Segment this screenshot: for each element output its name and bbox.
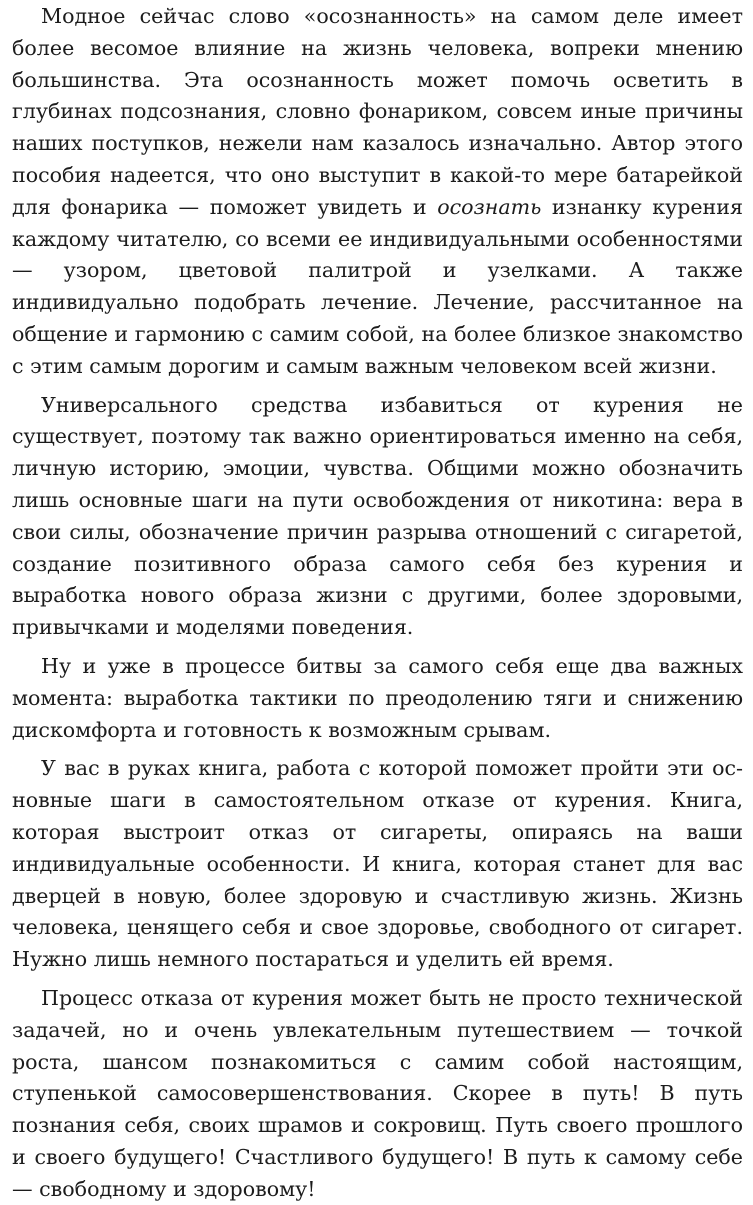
paragraph-no-universal-remedy: Универсального средства избавиться от курения не существует, поэтому так важно ориентироваться именно на себя, личную историю, эмоции, чувства. Общими можно обозначить лишь основные шаги на пути освобождения от никотина: вера в свои силы, обозначение причин разрыва отношений с сигаретой, создание позитивного образа самого себя без курения и выработка нового образа жизни с другими, более здоровыми, привычками и моделями поведения.	[12, 392, 743, 640]
paragraph-awareness-text-end: изнанку курения каждому читателю, со всеми ее индивидуальными особенностями — узором, цветовой палитрой и узелками. А также индивидуально подобрать лечение. Лечение, рассчитанное на общение и гармонию с самим собой, на более близкое знакомство с этим самым дорогим и самым важным человеком всей жизни.	[12, 194, 744, 378]
paragraph-battery-moments: Ну и уже в процессе битвы за самого себя еще два важных момента: выработка тактики по преодолению тяги и снижению дискомфорта и готовность к возможным срывам.	[12, 653, 743, 742]
paragraph-book-in-hands: У вас в руках книга, работа с которой поможет пройти эти основные шаги в самостоятельном отказе от курения. Книга, которая выстроит отказ от сигареты, опираясь на ваши индивидуальные особенности. И книга, которая станет для вас дверцей в новую, более здоровую и счастливую жизнь. Жизнь человека, ценящего себя и свое здоровье, свободного от сигарет. Нужно лишь немного постараться и уделить ей время.	[12, 756, 743, 972]
paragraph-journey: Процесс отказа от курения может быть не просто технической задачей, но и очень увлекательным путешествием — точкой роста, шансом познакомиться с самим собой настоящим, ступенькой самосовершенствования. Скорее в путь! В путь познания себя, своих шрамов и сокровищ. Путь своего прошлого и своего будущего! Счастливого будущего! В путь к самому себе — свободному и здоровому!	[12, 985, 743, 1201]
paragraph-awareness-text-start: Модное сейчас слово «осознанность» на самом деле имеет более весомое влияние на жизнь человека, вопреки мнению большинства. Эта осознанность может помочь осветить в глубинах подсознания, словно фонариком, совсем иные причины наших поступков, нежели нам казалось изначально. Автор этого пособия надеется, что оно выступит в какой-то мере батарейкой для фонарика — поможет увидеть и	[12, 4, 743, 219]
paragraph-awareness	[12, 1, 743, 383]
emphasized-word: осознать	[437, 194, 542, 219]
